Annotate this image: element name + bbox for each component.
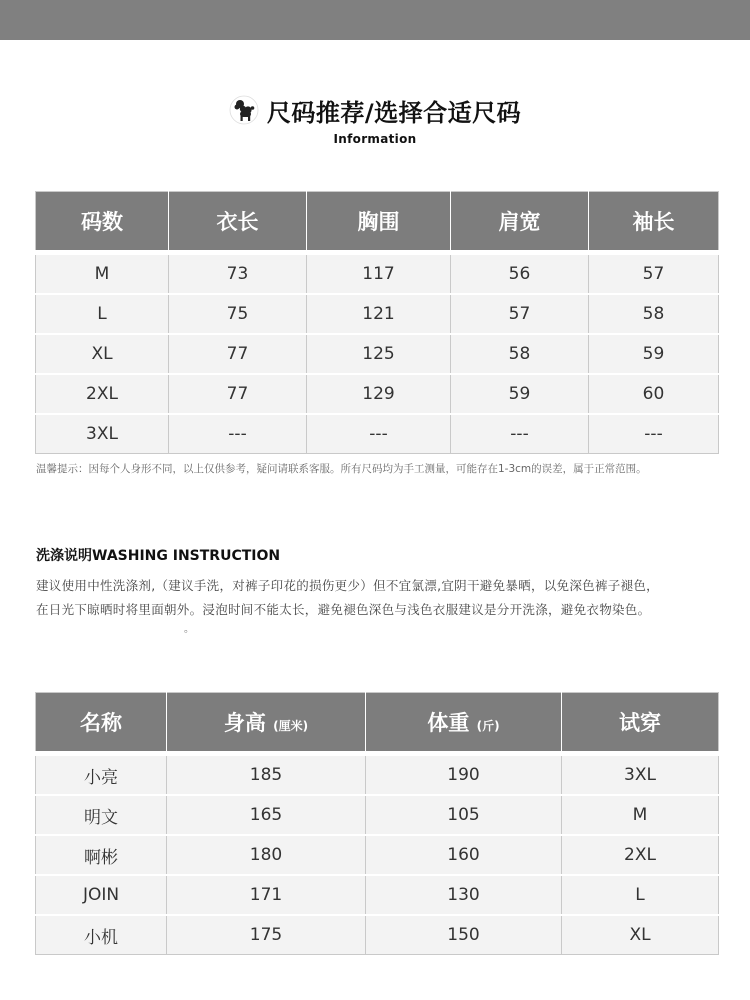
poodle-dog-icon xyxy=(229,95,259,125)
table-cell: 3XL xyxy=(562,754,719,796)
table-row xyxy=(36,795,719,835)
table-cell: XL xyxy=(36,334,169,374)
table-cell: 75 xyxy=(169,294,307,334)
washing-instruction-title: 洗涤说明WASHING INSTRUCTION xyxy=(36,548,281,564)
column-header-length: 衣长 xyxy=(169,192,307,253)
table-cell: 60 xyxy=(589,374,719,414)
size-disclaimer-note: 温馨提示：因每个人身形不同，以上仅供参考，疑问请联系客服。所有尺码均为手工测量，可能存在1-3cm的误差，属于正常范围。 xyxy=(36,463,647,475)
table-cell: 58 xyxy=(451,334,589,374)
column-header-height: 身高 (厘米) xyxy=(167,693,366,754)
table-cell: 171 xyxy=(167,875,366,915)
table-cell: 77 xyxy=(169,374,307,414)
column-header-name: 名称 xyxy=(36,693,167,754)
table-row xyxy=(36,374,719,414)
table-cell: L xyxy=(562,875,719,915)
table-cell: 77 xyxy=(169,334,307,374)
column-header-sleeve: 袖长 xyxy=(589,192,719,253)
table-cell: XL xyxy=(562,915,719,955)
table-cell: 59 xyxy=(451,374,589,414)
washing-instruction-text: 在日光下晾晒时将里面朝外。浸泡时间不能太长，避免褪色深色与浅色衣服建议是分开洗涤，避免衣物染色。 xyxy=(36,602,651,617)
column-header-trial-size: 试穿 xyxy=(562,693,719,754)
table-cell: 180 xyxy=(167,835,366,875)
section-title xyxy=(0,90,750,130)
table-cell: 121 xyxy=(307,294,451,334)
table-row xyxy=(36,835,719,875)
table-cell: 150 xyxy=(366,915,562,955)
column-header-shoulder: 肩宽 xyxy=(451,192,589,253)
table-cell: 明文 xyxy=(36,795,167,835)
table-cell: 啊彬 xyxy=(36,835,167,875)
table-cell: 129 xyxy=(307,374,451,414)
table-cell: 117 xyxy=(307,253,451,295)
washing-instruction-text: 建议使用中性洗涤剂,（建议手洗，对裤子印花的损伤更少）但不宜氯漂,宜阴干避免暴晒，以免深色裤子褪色， xyxy=(36,578,659,593)
column-header-chest: 胸围 xyxy=(307,192,451,253)
table-cell: M xyxy=(562,795,719,835)
table-cell: 2XL xyxy=(562,835,719,875)
model-trial-table xyxy=(35,692,719,955)
table-row xyxy=(36,253,719,295)
table-cell: L xyxy=(36,294,169,334)
table-cell: JOIN xyxy=(36,875,167,915)
table-row xyxy=(36,875,719,915)
table-cell: 58 xyxy=(589,294,719,334)
washing-instruction-mark: 。 xyxy=(184,624,194,635)
table-cell: 59 xyxy=(589,334,719,374)
table-cell: 185 xyxy=(167,754,366,796)
table-cell: 56 xyxy=(451,253,589,295)
table-row xyxy=(36,294,719,334)
table-cell: --- xyxy=(169,414,307,454)
table-row xyxy=(36,414,719,454)
column-header-size: 码数 xyxy=(36,192,169,253)
table-cell: 小机 xyxy=(36,915,167,955)
table-cell: 125 xyxy=(307,334,451,374)
table-cell: 165 xyxy=(167,795,366,835)
table-cell: --- xyxy=(589,414,719,454)
table-cell: 105 xyxy=(366,795,562,835)
weight-unit-label: (斤) xyxy=(476,719,500,733)
table-cell: 160 xyxy=(366,835,562,875)
table-cell: 小亮 xyxy=(36,754,167,796)
table-cell: 73 xyxy=(169,253,307,295)
table-cell: --- xyxy=(451,414,589,454)
table-cell: 190 xyxy=(366,754,562,796)
table-row xyxy=(36,754,719,796)
table-cell: 2XL xyxy=(36,374,169,414)
table-cell: 57 xyxy=(589,253,719,295)
height-unit-label: (厘米) xyxy=(273,719,309,733)
top-banner-bar xyxy=(0,0,750,40)
page-subtitle: Information xyxy=(333,132,417,146)
table-cell: 57 xyxy=(451,294,589,334)
size-chart-table xyxy=(35,191,719,454)
table-cell: M xyxy=(36,253,169,295)
page-title: 尺码推荐/选择合适尺码 xyxy=(266,98,522,127)
table-header-row xyxy=(36,693,719,754)
table-cell: --- xyxy=(307,414,451,454)
table-cell: 175 xyxy=(167,915,366,955)
table-cell: 130 xyxy=(366,875,562,915)
table-header-row xyxy=(36,192,719,253)
table-row xyxy=(36,334,719,374)
table-cell: 3XL xyxy=(36,414,169,454)
column-header-weight: 体重 (斤) xyxy=(366,693,562,754)
table-row xyxy=(36,915,719,955)
